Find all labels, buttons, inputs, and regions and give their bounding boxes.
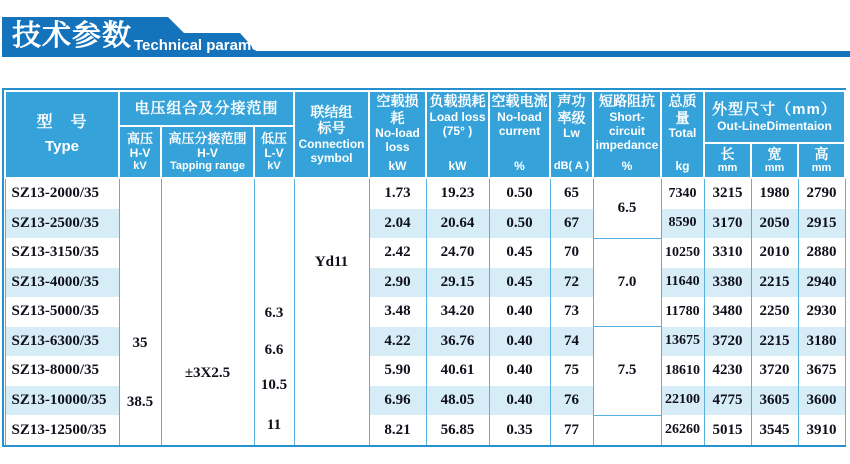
header-nlc-cn: 空载电流	[491, 93, 548, 109]
header-lw-cn2: 率级	[557, 109, 586, 126]
hv-value: 35	[132, 335, 148, 351]
header-type	[5, 91, 119, 178]
height-cell: 3910	[798, 415, 845, 445]
header-total-en: Total	[668, 126, 697, 141]
length-cell: 3380	[704, 268, 751, 298]
no-load-loss-cell: 2.42	[369, 238, 426, 268]
length-cell: 3720	[704, 327, 751, 357]
no-load-loss-cell: 3.48	[369, 297, 426, 327]
load-loss-cell: 29.15	[426, 268, 489, 298]
header-short-circuit-impedance	[593, 91, 661, 178]
hv-merged-cell	[119, 178, 161, 445]
no-load-current-cell: 0.45	[489, 268, 550, 298]
type-cell: SZ13-2000/35	[5, 178, 119, 209]
tapping-merged-cell	[161, 178, 254, 445]
header-lv-unit: kV	[267, 160, 281, 173]
connection-symbol-cell	[294, 178, 369, 445]
total-mass-cell: 10250	[661, 238, 704, 268]
connection-symbol-value: Yd11	[314, 254, 349, 270]
width-cell: 2010	[751, 238, 798, 268]
header-ll-cn: 负载损耗	[429, 93, 486, 109]
no-load-loss-cell: 2.04	[369, 209, 426, 239]
header-dim-width-unit: mm	[764, 162, 785, 175]
length-cell: 3170	[704, 209, 751, 239]
width-cell: 3605	[751, 386, 798, 416]
width-cell: 2215	[751, 268, 798, 298]
lw-cell: 77	[550, 415, 593, 445]
load-loss-cell: 34.20	[426, 297, 489, 327]
length-cell: 3480	[704, 297, 751, 327]
header-load-loss	[426, 91, 489, 178]
height-cell: 2940	[798, 268, 845, 298]
lw-cell: 76	[550, 386, 593, 416]
header-total-unit: kg	[675, 158, 690, 173]
header-total-cn2: 量	[675, 109, 690, 126]
header-lv-cn: 低压	[260, 130, 287, 146]
width-cell: 1980	[751, 178, 798, 209]
header-imp-unit: %	[621, 158, 633, 173]
no-load-current-cell: 0.40	[489, 386, 550, 416]
type-cell: SZ13-3150/35	[5, 238, 119, 268]
length-cell: 3215	[704, 178, 751, 209]
lw-cell: 67	[550, 209, 593, 239]
header-ll-en1: Load loss	[429, 109, 486, 124]
header-imp-en1: Short-	[609, 109, 645, 124]
height-cell: 3675	[798, 356, 845, 386]
impedance-cell: 6.5	[593, 178, 661, 238]
header-imp-cn: 短路阻抗	[599, 93, 655, 109]
header-hv-unit: kV	[133, 160, 147, 173]
width-cell: 3545	[751, 415, 798, 445]
height-cell: 2930	[798, 297, 845, 327]
total-mass-cell: 11640	[661, 268, 704, 298]
no-load-loss-cell: 1.73	[369, 178, 426, 209]
header-low-voltage	[254, 126, 294, 178]
type-cell: SZ13-8000/35	[5, 356, 119, 386]
header-nlc-en2: current	[498, 123, 541, 138]
header-connection-symbol	[294, 91, 369, 178]
height-cell: 2790	[798, 178, 845, 209]
no-load-current-cell: 0.40	[489, 327, 550, 357]
type-cell: SZ13-2500/35	[5, 209, 119, 239]
no-load-loss-cell: 4.22	[369, 327, 426, 357]
lv-merged-cell	[254, 178, 294, 445]
lw-cell: 74	[550, 327, 593, 357]
load-loss-cell: 19.23	[426, 178, 489, 209]
length-cell: 4775	[704, 386, 751, 416]
table-row	[5, 178, 845, 209]
header-dim-length-cn: 长	[720, 145, 735, 162]
lw-cell: 72	[550, 268, 593, 298]
header-total-cn1: 总质	[668, 93, 697, 109]
lw-cell: 65	[550, 178, 593, 209]
load-loss-cell: 40.61	[426, 356, 489, 386]
header-ll-en2: (75° )	[442, 123, 473, 138]
no-load-current-cell: 0.40	[489, 356, 550, 386]
header-outline-dimension-group	[704, 91, 845, 143]
header-dim-height-unit: mm	[811, 162, 832, 175]
total-mass-cell: 11780	[661, 297, 704, 327]
no-load-loss-cell: 2.90	[369, 268, 426, 298]
load-loss-cell: 36.76	[426, 327, 489, 357]
no-load-current-cell: 0.35	[489, 415, 550, 445]
header-dim-length	[704, 143, 751, 178]
no-load-current-cell: 0.50	[489, 178, 550, 209]
header-lw-en: Lw	[563, 126, 580, 141]
header-dim-cn: 外型尺寸（mm）	[712, 101, 837, 119]
type-cell: SZ13-12500/35	[5, 415, 119, 445]
no-load-current-cell: 0.50	[489, 209, 550, 239]
total-mass-cell: 7340	[661, 178, 704, 209]
width-cell: 2050	[751, 209, 798, 239]
header-nlc-unit: %	[514, 158, 525, 173]
header-tap-en2: Tapping range	[170, 160, 245, 173]
banner-title: 技术参数	[12, 20, 133, 52]
header-tap-cn: 高压分接范围	[168, 130, 247, 146]
tapping-value: ±3X2.5	[184, 365, 231, 381]
load-loss-cell: 20.64	[426, 209, 489, 239]
header-dim-height	[798, 143, 845, 178]
header-nll-unit: kW	[388, 158, 407, 173]
length-cell: 5015	[704, 415, 751, 445]
length-cell: 3310	[704, 238, 751, 268]
width-cell: 2215	[751, 327, 798, 357]
total-mass-cell: 26260	[661, 415, 704, 445]
width-cell: 3720	[751, 356, 798, 386]
header-ll-unit: kW	[448, 158, 467, 173]
height-cell: 3600	[798, 386, 845, 416]
header-connection-en1: Connection	[298, 136, 365, 151]
header-dim-height-cn: 高	[814, 145, 829, 162]
total-mass-cell: 8590	[661, 209, 704, 239]
header-type-en: Type	[45, 137, 79, 155]
header-lw-cn1: 声功	[557, 93, 586, 109]
load-loss-cell: 48.05	[426, 386, 489, 416]
height-cell: 2915	[798, 209, 845, 239]
total-mass-cell: 18610	[661, 356, 704, 386]
header-nll-en2: loss	[385, 140, 410, 155]
impedance-cell-empty	[593, 415, 661, 445]
technical-parameter-table	[2, 88, 846, 447]
header-nlc-en1: No-load	[497, 109, 542, 124]
total-mass-cell: 22100	[661, 386, 704, 416]
header-voltage-group	[119, 91, 294, 126]
type-cell: SZ13-5000/35	[5, 297, 119, 327]
load-loss-cell: 24.70	[426, 238, 489, 268]
width-cell: 2250	[751, 297, 798, 327]
header-tapping-range	[161, 126, 254, 178]
header-total-mass	[661, 91, 704, 178]
header-imp-en2: circuit	[608, 123, 645, 138]
lv-value: 11	[266, 417, 282, 433]
impedance-cell: 7.5	[593, 327, 661, 416]
header-high-voltage	[119, 126, 161, 178]
lw-cell: 70	[550, 238, 593, 268]
header-connection-en2: symbol	[310, 151, 353, 166]
type-cell: SZ13-6300/35	[5, 327, 119, 357]
header-hv-cn: 高压	[126, 130, 153, 146]
header-no-load-loss	[369, 91, 426, 178]
header-no-load-current	[489, 91, 550, 178]
load-loss-cell: 56.85	[426, 415, 489, 445]
header-dim-width	[751, 143, 798, 178]
total-mass-cell: 13675	[661, 327, 704, 357]
lw-cell: 73	[550, 297, 593, 327]
header-sound-power	[550, 91, 593, 178]
header-dim-width-cn: 宽	[767, 145, 782, 162]
header-nll-en1: No-load	[375, 126, 420, 141]
no-load-current-cell: 0.45	[489, 238, 550, 268]
header-nll-cn: 空载损耗	[376, 93, 419, 126]
no-load-current-cell: 0.40	[489, 297, 550, 327]
header-imp-en3: impedance	[595, 137, 659, 152]
header-connection-cn2: 标号	[317, 120, 346, 137]
no-load-loss-cell: 6.96	[369, 386, 426, 416]
height-cell: 2880	[798, 238, 845, 268]
lw-cell: 75	[550, 356, 593, 386]
header-lw-unit: dB( A )	[553, 160, 590, 173]
impedance-cell: 7.0	[593, 238, 661, 327]
header-voltage-group-label: 电压组合及分接范围	[134, 99, 279, 117]
type-cell: SZ13-10000/35	[5, 386, 119, 416]
header-hv-en: H-V	[129, 146, 151, 161]
lv-value: 6.6	[264, 342, 284, 358]
no-load-loss-cell: 5.90	[369, 356, 426, 386]
no-load-loss-cell: 8.21	[369, 415, 426, 445]
header-lv-en: L-V	[264, 146, 284, 161]
header-connection-cn1: 联结组	[310, 103, 353, 120]
header-dim-en: Out-LineDimentaion	[717, 118, 832, 133]
header-type-cn: 型 号	[36, 113, 88, 131]
header-dim-length-unit: mm	[717, 162, 738, 175]
length-cell: 4230	[704, 356, 751, 386]
type-cell: SZ13-4000/35	[5, 268, 119, 298]
height-cell: 3180	[798, 327, 845, 357]
lv-value: 10.5	[260, 377, 288, 393]
banner-subtitle: Technical parameter	[134, 37, 279, 54]
header-tap-en: H-V	[197, 146, 218, 161]
lv-value: 6.3	[264, 305, 284, 321]
hv-value: 38.5	[126, 394, 154, 410]
